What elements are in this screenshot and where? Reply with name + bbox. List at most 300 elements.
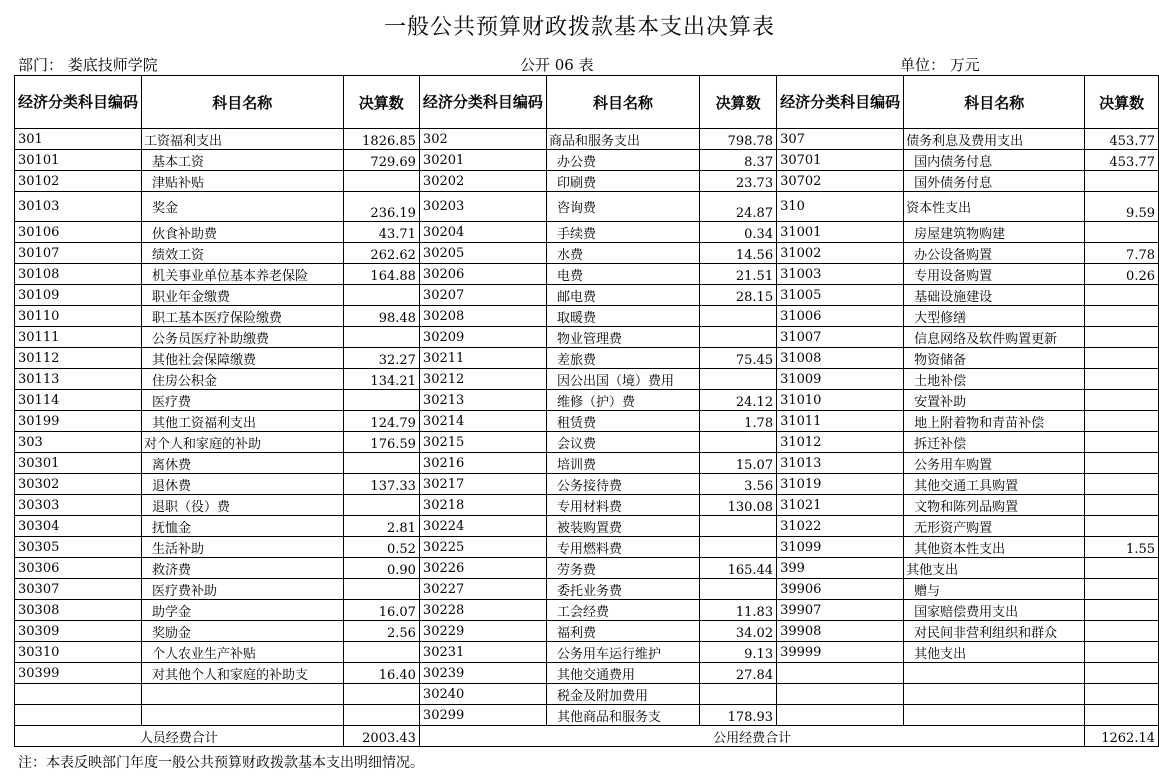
name-cell: 文物和陈列品购置 — [904, 495, 1085, 516]
name-cell: 退职（役）费 — [142, 495, 344, 516]
code-cell: 30212 — [419, 369, 546, 390]
table-row — [15, 129, 1159, 150]
page-title: 一般公共预算财政拨款基本支出决算表 — [383, 15, 775, 40]
table-row — [15, 600, 1159, 621]
value-cell: 178.93 — [700, 705, 777, 726]
name-cell: 工资福利支出 — [142, 129, 344, 150]
header-name-3: 科目名称 — [904, 76, 1085, 129]
value-cell — [1085, 390, 1159, 411]
value-cell: 134.21 — [343, 369, 419, 390]
name-cell: 水费 — [546, 243, 699, 264]
name-cell: 奖励金 — [142, 621, 344, 642]
value-cell: 14.56 — [700, 243, 777, 264]
code-cell: 310 — [777, 192, 904, 222]
name-cell: 专用燃料费 — [546, 537, 699, 558]
name-cell: 其他交通工具购置 — [904, 474, 1085, 495]
value-cell — [700, 516, 777, 537]
code-cell: 30112 — [15, 348, 142, 369]
code-cell: 30218 — [419, 495, 546, 516]
value-cell: 28.15 — [700, 285, 777, 306]
name-cell: 因公出国（境）费用 — [546, 369, 699, 390]
department-label: 部门： 娄底技师学院 — [18, 56, 158, 74]
name-cell: 职业年金缴费 — [142, 285, 344, 306]
code-cell: 30204 — [419, 222, 546, 243]
value-cell — [700, 684, 777, 705]
value-cell: 1826.85 — [343, 129, 419, 150]
value-cell: 130.08 — [700, 495, 777, 516]
name-cell: 助学金 — [142, 600, 344, 621]
code-cell: 399 — [777, 558, 904, 579]
name-cell: 无形资产购置 — [904, 516, 1085, 537]
header-value-2: 决算数 — [700, 76, 777, 129]
name-cell: 专用材料费 — [546, 495, 699, 516]
header-value-1: 决算数 — [343, 76, 419, 129]
code-cell: 31007 — [777, 327, 904, 348]
personnel-total-label: 人员经费合计 — [15, 726, 344, 747]
code-cell — [777, 705, 904, 726]
table-row — [15, 432, 1159, 453]
value-cell: 176.59 — [343, 432, 419, 453]
unit-label: 单位： 万元 — [900, 56, 980, 74]
code-cell — [777, 663, 904, 684]
value-cell — [1085, 705, 1159, 726]
header-code-1: 经济分类科目编码 — [15, 76, 142, 129]
value-cell — [1085, 558, 1159, 579]
name-cell — [142, 705, 344, 726]
code-cell: 30701 — [777, 150, 904, 171]
code-cell: 30106 — [15, 222, 142, 243]
name-cell: 奖金 — [142, 192, 344, 222]
code-cell: 30114 — [15, 390, 142, 411]
code-cell: 30102 — [15, 171, 142, 192]
code-cell: 30214 — [419, 411, 546, 432]
code-cell: 30113 — [15, 369, 142, 390]
table-row — [15, 642, 1159, 663]
name-cell: 国内债务付息 — [904, 150, 1085, 171]
code-cell: 30108 — [15, 264, 142, 285]
code-cell: 30299 — [419, 705, 546, 726]
table-row — [15, 558, 1159, 579]
value-cell: 9.59 — [1085, 192, 1159, 222]
name-cell: 其他支出 — [904, 642, 1085, 663]
name-cell: 物资储备 — [904, 348, 1085, 369]
value-cell: 24.87 — [700, 192, 777, 222]
name-cell: 安置补助 — [904, 390, 1085, 411]
table-row — [15, 453, 1159, 474]
value-cell: 0.26 — [1085, 264, 1159, 285]
value-cell: 0.90 — [343, 558, 419, 579]
header-value-3: 决算数 — [1085, 76, 1159, 129]
code-cell — [15, 684, 142, 705]
name-cell: 其他支出 — [904, 558, 1085, 579]
value-cell — [1085, 411, 1159, 432]
code-cell: 39999 — [777, 642, 904, 663]
header-code-3: 经济分类科目编码 — [777, 76, 904, 129]
table-row — [15, 348, 1159, 369]
value-cell — [1085, 516, 1159, 537]
name-cell: 津贴补贴 — [142, 171, 344, 192]
name-cell: 电费 — [546, 264, 699, 285]
name-cell: 信息网络及软件购置更新 — [904, 327, 1085, 348]
name-cell: 离休费 — [142, 453, 344, 474]
name-cell: 基本工资 — [142, 150, 344, 171]
value-cell — [1085, 600, 1159, 621]
name-cell: 公务用车购置 — [904, 453, 1085, 474]
table-row — [15, 705, 1159, 726]
header-name-2: 科目名称 — [546, 76, 699, 129]
header-name-1: 科目名称 — [142, 76, 344, 129]
code-cell: 30303 — [15, 495, 142, 516]
value-cell: 2.81 — [343, 516, 419, 537]
name-cell: 差旅费 — [546, 348, 699, 369]
code-cell: 30216 — [419, 453, 546, 474]
value-cell: 1.78 — [700, 411, 777, 432]
name-cell — [904, 705, 1085, 726]
code-cell: 31010 — [777, 390, 904, 411]
name-cell — [904, 684, 1085, 705]
value-cell — [343, 453, 419, 474]
name-cell: 债务利息及费用支出 — [904, 129, 1085, 150]
table-row — [15, 222, 1159, 243]
value-cell — [1085, 663, 1159, 684]
value-cell: 236.19 — [343, 192, 419, 222]
table-row — [15, 192, 1159, 222]
name-cell — [142, 684, 344, 705]
value-cell: 32.27 — [343, 348, 419, 369]
name-cell: 对个人和家庭的补助 — [142, 432, 344, 453]
code-cell: 30111 — [15, 327, 142, 348]
table-row — [15, 621, 1159, 642]
value-cell — [1085, 369, 1159, 390]
name-cell: 劳务费 — [546, 558, 699, 579]
value-cell: 124.79 — [343, 411, 419, 432]
value-cell: 16.40 — [343, 663, 419, 684]
name-cell: 手续费 — [546, 222, 699, 243]
header-code-2: 经济分类科目编码 — [419, 76, 546, 129]
name-cell: 其他资本性支出 — [904, 537, 1085, 558]
code-cell: 30211 — [419, 348, 546, 369]
code-cell: 31009 — [777, 369, 904, 390]
value-cell: 165.44 — [700, 558, 777, 579]
value-cell — [1085, 306, 1159, 327]
code-cell: 31006 — [777, 306, 904, 327]
value-cell: 23.73 — [700, 171, 777, 192]
value-cell — [343, 684, 419, 705]
code-cell: 30205 — [419, 243, 546, 264]
value-cell — [700, 579, 777, 600]
table-row — [15, 150, 1159, 171]
value-cell: 24.12 — [700, 390, 777, 411]
name-cell: 医疗费补助 — [142, 579, 344, 600]
value-cell — [343, 579, 419, 600]
code-cell: 30301 — [15, 453, 142, 474]
name-cell: 救济费 — [142, 558, 344, 579]
value-cell: 3.56 — [700, 474, 777, 495]
code-cell: 301 — [15, 129, 142, 150]
value-cell: 21.51 — [700, 264, 777, 285]
value-cell — [700, 537, 777, 558]
name-cell: 房屋建筑物购建 — [904, 222, 1085, 243]
name-cell: 伙食补助费 — [142, 222, 344, 243]
value-cell — [343, 171, 419, 192]
name-cell: 退休费 — [142, 474, 344, 495]
table-row — [15, 663, 1159, 684]
name-cell: 培训费 — [546, 453, 699, 474]
name-cell: 被装购置费 — [546, 516, 699, 537]
value-cell: 453.77 — [1085, 150, 1159, 171]
table-row — [15, 495, 1159, 516]
code-cell: 31013 — [777, 453, 904, 474]
table-row — [15, 579, 1159, 600]
name-cell: 对其他个人和家庭的补助支 — [142, 663, 344, 684]
value-cell: 0.34 — [700, 222, 777, 243]
table-row — [15, 264, 1159, 285]
table-row — [15, 243, 1159, 264]
code-cell: 30217 — [419, 474, 546, 495]
value-cell: 2.56 — [343, 621, 419, 642]
code-cell: 30199 — [15, 411, 142, 432]
code-cell: 30202 — [419, 171, 546, 192]
value-cell: 27.84 — [700, 663, 777, 684]
value-cell: 98.48 — [343, 306, 419, 327]
name-cell: 医疗费 — [142, 390, 344, 411]
code-cell: 30310 — [15, 642, 142, 663]
code-cell: 31008 — [777, 348, 904, 369]
table-row — [15, 369, 1159, 390]
table-row — [15, 684, 1159, 705]
name-cell: 拆迁补偿 — [904, 432, 1085, 453]
name-cell: 办公设备购置 — [904, 243, 1085, 264]
totals-row — [15, 726, 1159, 747]
value-cell — [1085, 348, 1159, 369]
value-cell — [1085, 285, 1159, 306]
code-cell: 30206 — [419, 264, 546, 285]
value-cell — [1085, 684, 1159, 705]
name-cell: 个人农业生产补贴 — [142, 642, 344, 663]
value-cell: 16.07 — [343, 600, 419, 621]
code-cell: 31099 — [777, 537, 904, 558]
public-total-value: 1262.14 — [1085, 726, 1159, 747]
code-cell: 39908 — [777, 621, 904, 642]
code-cell: 30207 — [419, 285, 546, 306]
code-cell: 31001 — [777, 222, 904, 243]
table-row — [15, 171, 1159, 192]
code-cell: 30228 — [419, 600, 546, 621]
value-cell — [1085, 453, 1159, 474]
code-cell: 30399 — [15, 663, 142, 684]
code-cell: 307 — [777, 129, 904, 150]
value-cell: 8.37 — [700, 150, 777, 171]
name-cell: 公务员医疗补助缴费 — [142, 327, 344, 348]
name-cell: 公务接待费 — [546, 474, 699, 495]
value-cell — [1085, 621, 1159, 642]
table-row — [15, 474, 1159, 495]
name-cell: 绩效工资 — [142, 243, 344, 264]
code-cell: 30229 — [419, 621, 546, 642]
value-cell: 164.88 — [343, 264, 419, 285]
name-cell: 抚恤金 — [142, 516, 344, 537]
table-row — [15, 537, 1159, 558]
name-cell: 租赁费 — [546, 411, 699, 432]
code-cell: 30201 — [419, 150, 546, 171]
name-cell: 国家赔偿费用支出 — [904, 600, 1085, 621]
table-row — [15, 411, 1159, 432]
value-cell — [1085, 642, 1159, 663]
code-cell: 31005 — [777, 285, 904, 306]
value-cell: 34.02 — [700, 621, 777, 642]
code-cell: 30208 — [419, 306, 546, 327]
value-cell: 453.77 — [1085, 129, 1159, 150]
code-cell — [15, 705, 142, 726]
code-cell: 30109 — [15, 285, 142, 306]
name-cell: 专用设备购置 — [904, 264, 1085, 285]
name-cell — [904, 663, 1085, 684]
value-cell — [343, 495, 419, 516]
code-cell: 30304 — [15, 516, 142, 537]
value-cell — [343, 642, 419, 663]
value-cell — [1085, 222, 1159, 243]
code-cell: 30110 — [15, 306, 142, 327]
code-cell: 30101 — [15, 150, 142, 171]
value-cell — [1085, 171, 1159, 192]
code-cell: 30309 — [15, 621, 142, 642]
code-cell: 30209 — [419, 327, 546, 348]
name-cell: 物业管理费 — [546, 327, 699, 348]
name-cell: 公务用车运行维护 — [546, 642, 699, 663]
name-cell: 取暖费 — [546, 306, 699, 327]
value-cell: 9.13 — [700, 642, 777, 663]
name-cell: 税金及附加费用 — [546, 684, 699, 705]
code-cell: 31011 — [777, 411, 904, 432]
code-cell: 31021 — [777, 495, 904, 516]
name-cell: 国外债务付息 — [904, 171, 1085, 192]
name-cell: 其他社会保障缴费 — [142, 348, 344, 369]
code-cell: 30226 — [419, 558, 546, 579]
name-cell: 生活补助 — [142, 537, 344, 558]
code-cell: 303 — [15, 432, 142, 453]
value-cell: 0.52 — [343, 537, 419, 558]
name-cell: 会议费 — [546, 432, 699, 453]
name-cell: 维修（护）费 — [546, 390, 699, 411]
code-cell: 30107 — [15, 243, 142, 264]
value-cell — [1085, 432, 1159, 453]
name-cell: 福利费 — [546, 621, 699, 642]
code-cell: 31012 — [777, 432, 904, 453]
form-number: 公开 06 表 — [520, 56, 594, 74]
value-cell: 11.83 — [700, 600, 777, 621]
table-header-row — [15, 76, 1159, 129]
value-cell — [343, 285, 419, 306]
name-cell: 大型修缮 — [904, 306, 1085, 327]
value-cell: 137.33 — [343, 474, 419, 495]
name-cell: 机关事业单位基本养老保险 — [142, 264, 344, 285]
code-cell: 30231 — [419, 642, 546, 663]
value-cell: 43.71 — [343, 222, 419, 243]
code-cell: 30213 — [419, 390, 546, 411]
name-cell: 赠与 — [904, 579, 1085, 600]
code-cell: 30203 — [419, 192, 546, 222]
value-cell — [700, 369, 777, 390]
name-cell: 其他商品和服务支 — [546, 705, 699, 726]
table-row — [15, 285, 1159, 306]
public-total-label: 公用经费合计 — [419, 726, 1084, 747]
value-cell: 7.78 — [1085, 243, 1159, 264]
value-cell — [343, 705, 419, 726]
value-cell: 15.07 — [700, 453, 777, 474]
code-cell: 30305 — [15, 537, 142, 558]
value-cell — [1085, 579, 1159, 600]
code-cell: 31022 — [777, 516, 904, 537]
code-cell: 39907 — [777, 600, 904, 621]
name-cell: 其他工资福利支出 — [142, 411, 344, 432]
name-cell: 住房公积金 — [142, 369, 344, 390]
value-cell — [700, 327, 777, 348]
code-cell: 30306 — [15, 558, 142, 579]
table-body — [15, 129, 1159, 726]
table-row — [15, 390, 1159, 411]
name-cell: 咨询费 — [546, 192, 699, 222]
value-cell — [1085, 495, 1159, 516]
code-cell: 31003 — [777, 264, 904, 285]
table-row — [15, 516, 1159, 537]
value-cell — [1085, 327, 1159, 348]
value-cell — [700, 306, 777, 327]
code-cell: 31002 — [777, 243, 904, 264]
code-cell: 30302 — [15, 474, 142, 495]
code-cell: 30239 — [419, 663, 546, 684]
name-cell: 职工基本医疗保险缴费 — [142, 306, 344, 327]
code-cell: 31019 — [777, 474, 904, 495]
code-cell: 302 — [419, 129, 546, 150]
value-cell: 1.55 — [1085, 537, 1159, 558]
value-cell: 798.78 — [700, 129, 777, 150]
value-cell: 262.62 — [343, 243, 419, 264]
code-cell: 30702 — [777, 171, 904, 192]
name-cell: 商品和服务支出 — [546, 129, 699, 150]
name-cell: 对民间非营利组织和群众 — [904, 621, 1085, 642]
table-row — [15, 327, 1159, 348]
code-cell: 30227 — [419, 579, 546, 600]
code-cell: 30225 — [419, 537, 546, 558]
personnel-total-value: 2003.43 — [343, 726, 419, 747]
code-cell — [777, 684, 904, 705]
name-cell: 资本性支出 — [904, 192, 1085, 222]
name-cell: 土地补偿 — [904, 369, 1085, 390]
code-cell: 30215 — [419, 432, 546, 453]
name-cell: 印刷费 — [546, 171, 699, 192]
name-cell: 工会经费 — [546, 600, 699, 621]
value-cell — [343, 327, 419, 348]
code-cell: 30240 — [419, 684, 546, 705]
name-cell: 办公费 — [546, 150, 699, 171]
code-cell: 30103 — [15, 192, 142, 222]
footnote: 注：本表反映部门年度一般公共预算财政拨款基本支出明细情况。 — [18, 755, 424, 771]
name-cell: 其他交通费用 — [546, 663, 699, 684]
name-cell: 地上附着物和青苗补偿 — [904, 411, 1085, 432]
code-cell: 30307 — [15, 579, 142, 600]
value-cell — [343, 390, 419, 411]
value-cell: 729.69 — [343, 150, 419, 171]
value-cell: 75.45 — [700, 348, 777, 369]
value-cell — [1085, 474, 1159, 495]
value-cell — [700, 432, 777, 453]
table-row — [15, 306, 1159, 327]
name-cell: 邮电费 — [546, 285, 699, 306]
name-cell: 基础设施建设 — [904, 285, 1085, 306]
code-cell: 39906 — [777, 579, 904, 600]
code-cell: 30308 — [15, 600, 142, 621]
code-cell: 30224 — [419, 516, 546, 537]
